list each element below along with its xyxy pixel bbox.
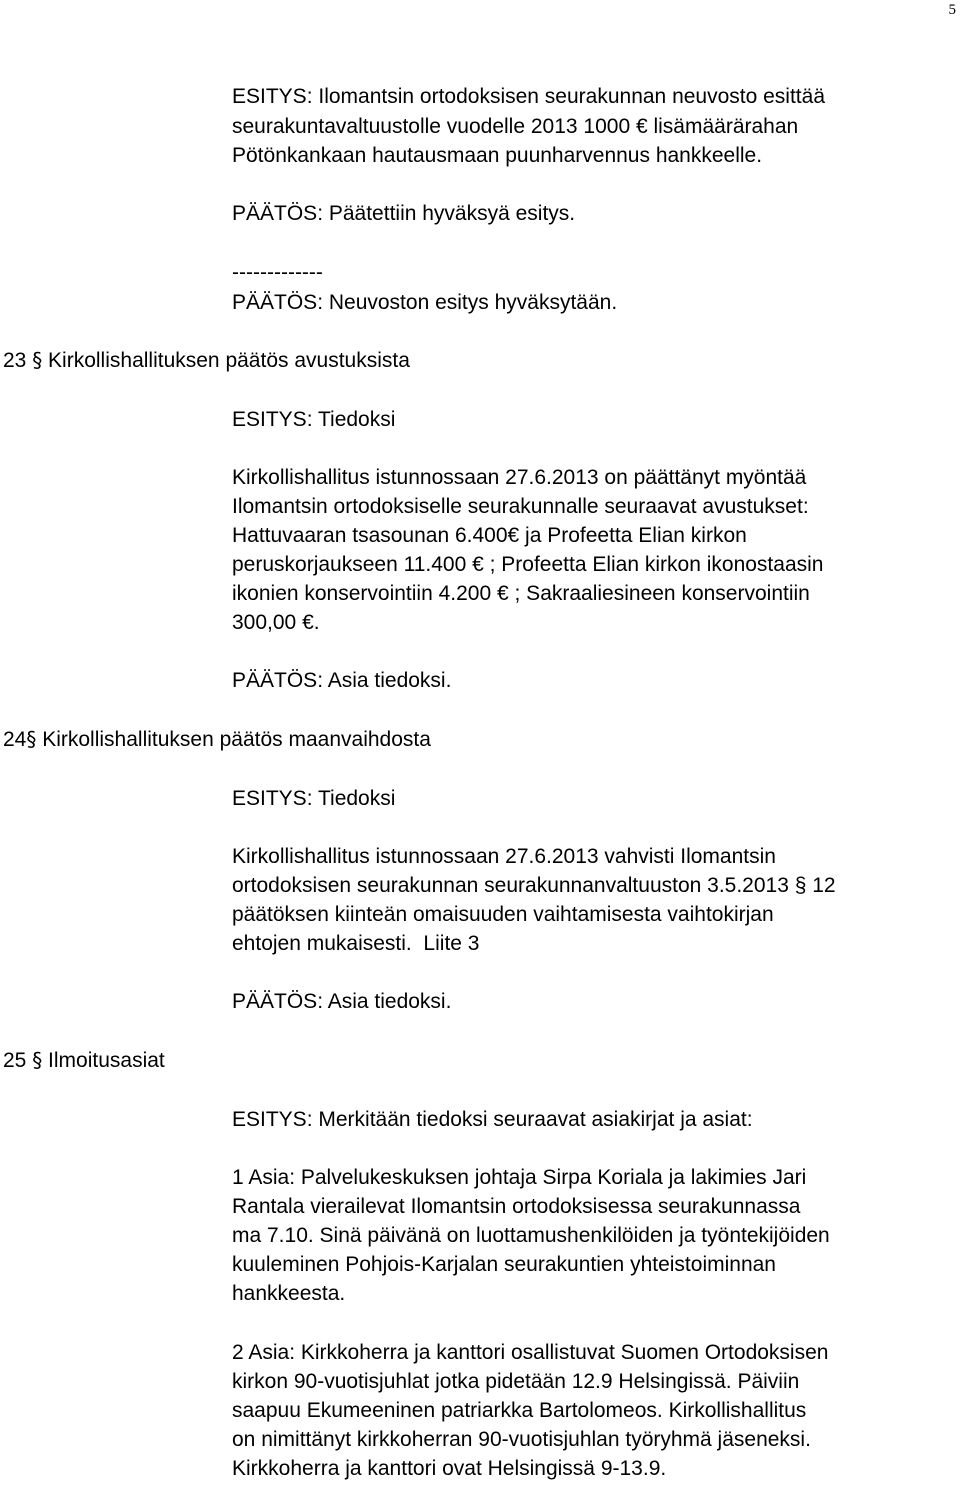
proposal-text: ESITYS: Tiedoksi [232, 408, 396, 431]
item-line: ma 7.10. Sinä päivänä on luottamushenkilöiden ja työntekijöiden [232, 1224, 830, 1247]
item-line: Kirkkoherra ja kanttori ovat Helsingissä 9-13.9. [232, 1457, 667, 1480]
item-line: kirkon 90-vuotisjuhlat jotka pidetään 12.9 Helsingissä. Päiviin [232, 1370, 800, 1393]
body-line: ikonien konservointiin 4.200 € ; Sakraaliesineen konservointiin [232, 582, 810, 605]
section-heading-25 [3, 1046, 165, 1076]
proposal-text: ESITYS: Merkitään tiedoksi seuraavat asiakirjat ja asiat: [232, 1108, 753, 1131]
section-number: 24 [3, 728, 27, 751]
body-line: Kirkollishallitus istunnossaan 27.6.2013 vahvisti Ilomantsin [232, 845, 776, 868]
item-line: hankkeesta. [232, 1282, 346, 1305]
page-number: 5 [948, 2, 956, 18]
section-heading-23 [3, 346, 410, 376]
section-number: 25 [3, 1049, 27, 1072]
body-line: 300,00 €. [232, 611, 320, 634]
proposal-line: ESITYS: Ilomantsin ortodoksisen seurakunnan neuvosto esittää [232, 85, 826, 108]
body-line: ortodoksisen seurakunnan seurakunnanvaltuuston 3.5.2013 § 12 [232, 874, 836, 897]
section-title: Ilmoitusasiat [48, 1049, 165, 1072]
proposal-text: ESITYS: Tiedoksi [232, 787, 396, 810]
section-number: 23 [3, 349, 27, 372]
item-line: 1 Asia: Palvelukeskuksen johtaja Sirpa Koriala ja lakimies Jari [232, 1166, 807, 1189]
section-heading-24 [3, 725, 431, 755]
section-sign-icon: § [32, 348, 43, 372]
section-sign-icon: § [32, 1048, 43, 1072]
decision-text: PÄÄTÖS: Päätettiin hyväksyä esitys. [232, 202, 576, 225]
decision-text: PÄÄTÖS: Asia tiedoksi. [232, 990, 452, 1013]
item-line: 2 Asia: Kirkkoherra ja kanttori osallistuvat Suomen Ortodoksisen [232, 1341, 829, 1364]
section-title: Kirkollishallituksen päätös maanvaihdosta [42, 728, 431, 751]
body-line: Ilomantsin ortodoksiselle seurakunnalle seuraavat avustukset: [232, 495, 809, 518]
body-line: peruskorjaukseen 11.400 € ; Profeetta Elian kirkon ikonostaasin [232, 553, 824, 576]
item-line: Rantala vierailevat Ilomantsin ortodoksisessa seurakunnassa [232, 1195, 801, 1218]
item-line: saapuu Ekumeeninen patriarkka Bartolomeos. Kirkollishallitus [232, 1399, 807, 1422]
body-line: ehtojen mukaisesti. Liite 3 [232, 932, 480, 955]
body-line: Kirkollishallitus istunnossaan 27.6.2013 on päättänyt myöntää [232, 466, 807, 489]
body-line: Hattuvaaran tsasounan 6.400€ ja Profeetta Elian kirkon [232, 524, 747, 547]
proposal-line: seurakuntavaltuustolle vuodelle 2013 1000 € lisämäärärahan [232, 115, 799, 138]
decision-text: PÄÄTÖS: Neuvoston esitys hyväksytään. [232, 291, 618, 314]
item-line: on nimittänyt kirkkoherran 90-vuotisjuhlan työryhmä jäseneksi. [232, 1428, 811, 1451]
section-sign-icon: § [26, 727, 37, 751]
separator-line: ------------- [232, 261, 323, 284]
proposal-line: Pötönkankaan hautausmaan puunharvennus hankkeelle. [232, 144, 763, 167]
item-line: kuuleminen Pohjois-Karjalan seurakuntien yhteistoiminnan [232, 1253, 776, 1276]
section-title: Kirkollishallituksen päätös avustuksista [48, 349, 410, 372]
decision-text: PÄÄTÖS: Asia tiedoksi. [232, 669, 452, 692]
body-line: päätöksen kiinteän omaisuuden vaihtamisesta vaihtokirjan [232, 903, 774, 926]
